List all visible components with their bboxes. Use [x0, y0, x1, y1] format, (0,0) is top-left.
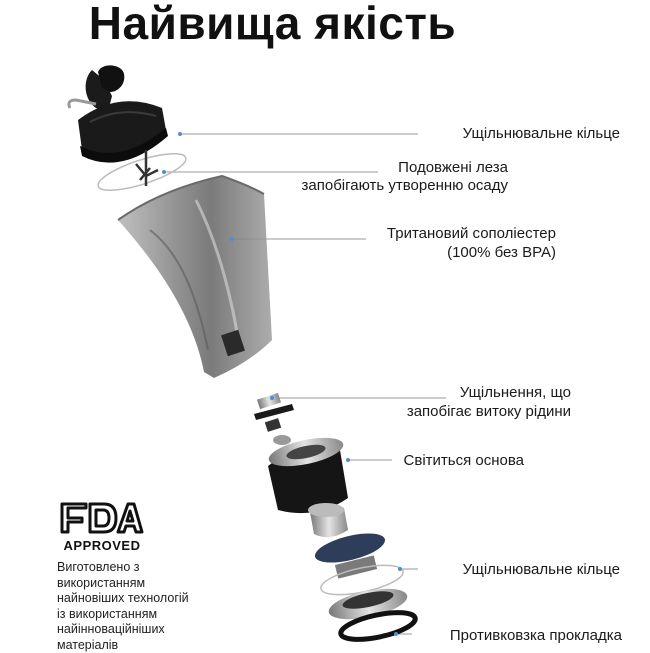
label-leak-seal: Ущільнення, що запобігає витоку рідини [406, 384, 571, 420]
lid [69, 65, 168, 162]
motor [308, 503, 348, 537]
fda-description: Виготовлено з використанням найновіших технологій із використанням найінноваційніших матеріалів [57, 560, 189, 652]
label-seal-ring-bottom: Ущільнювальне кільце [462, 561, 620, 578]
label-anti-slip-pad: Противковзка прокладка [449, 627, 622, 644]
fda-approved: APPROVED [63, 538, 141, 553]
label-blades-line2: запобігають утворенню осаду [301, 177, 508, 194]
leak-seal-parts [254, 393, 294, 445]
label-material: Тритановий сополіестер (100% без BPA) [386, 225, 556, 261]
label-glowing-base: Світиться основа [403, 452, 524, 469]
page-title: Найвища якість [88, 0, 457, 49]
cup [118, 176, 272, 378]
label-seal-ring-top: Ущільнювальне кільце [462, 125, 620, 142]
fda-logo [62, 504, 142, 532]
label-blades: Подовжені леза [398, 159, 508, 176]
